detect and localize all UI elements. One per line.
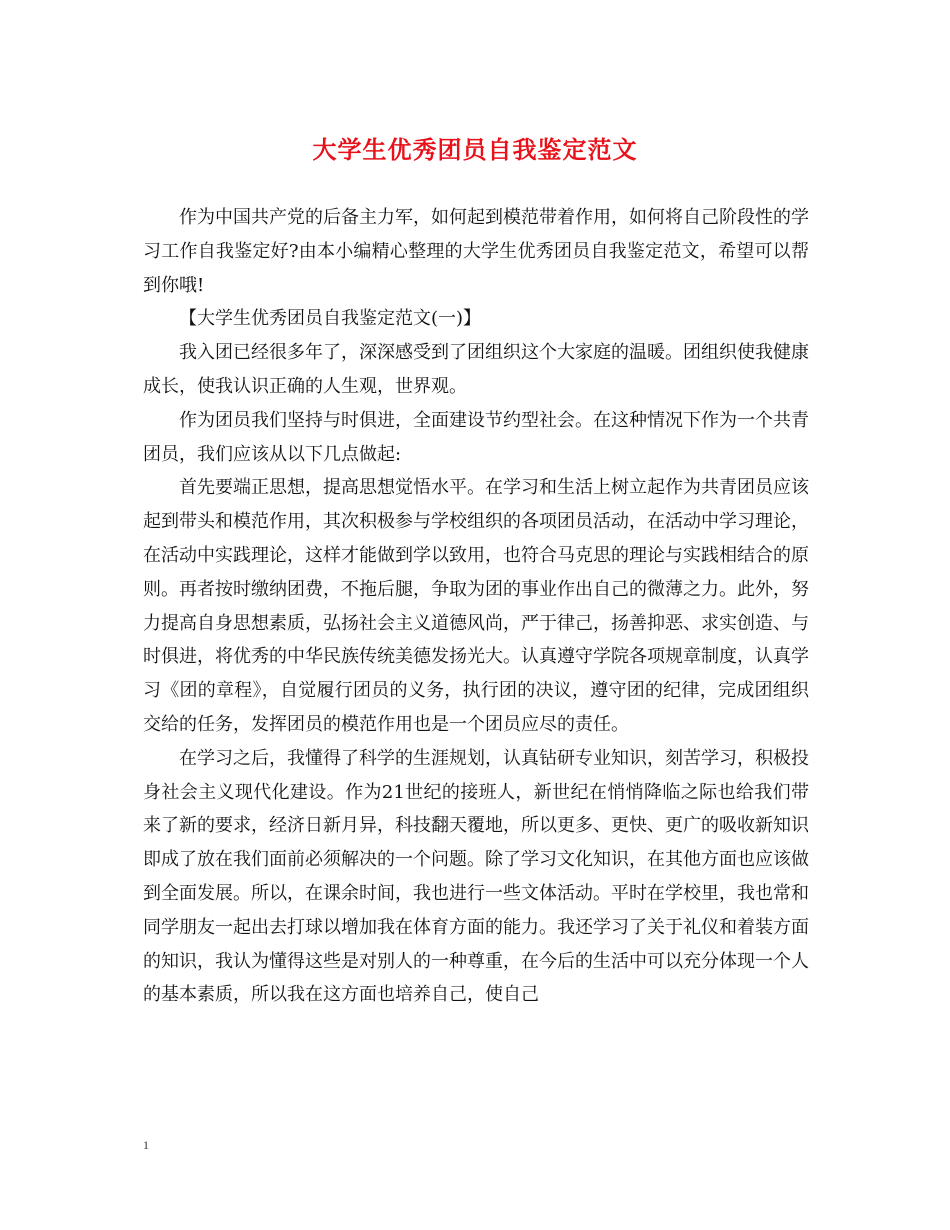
paragraph: 作为团员我们坚持与时俱进，全面建设节约型社会。在这种情况下作为一个共青团员，我们应该从以下几点做起:: [143, 409, 809, 465]
section-heading: 【大学生优秀团员自我鉴定范文(一)】: [179, 308, 482, 330]
document-title: 大学生优秀团员自我鉴定范文: [312, 135, 638, 164]
document-body: [143, 201, 809, 1012]
paragraph: 首先要端正思想，提高思想觉悟水平。在学习和生活上树立起作为共青团员应该起到带头和模范作用，其次积极参与学校组织的各项团员活动，在活动中学习理论，在活动中实践理论，这样才能做到学以致用，也符合马克思的理论与实践相结合的原则。再者按时缴纳团费，不拖后腿，争取为团的事业作出自己的微薄之力。此外，努力提高自身思想素质，弘扬社会主义道德风尚，严于律己，扬善抑恶、求实创造、与时俱进，将优秀的中华民族传统美德发扬光大。认真遵守学院各项规章制度，认真学习《团的章程》，自觉履行团员的义务，执行团的决议，遵守团的纪律，完成团组织交给的任务，发挥团员的模范作用也是一个团员应尽的责任。: [143, 477, 809, 735]
page-number: 1: [143, 1138, 149, 1152]
paragraph-intro: 作为中国共产党的后备主力军，如何起到模范带着作用，如何将自己阶段性的学习工作自我鉴定好?由本小编精心整理的大学生优秀团员自我鉴定范文，希望可以帮到你哦!: [143, 207, 809, 296]
paragraph: 我入团已经很多年了，深深感受到了团组织这个大家庭的温暖。团组织使我健康成长，使我认识正确的人生观，世界观。: [143, 342, 809, 397]
paragraph: 在学习之后，我懂得了科学的生涯规划，认真钻研专业知识，刻苦学习，积极投身社会主义现代化建设。作为21世纪的接班人，新世纪在悄悄降临之际也给我们带来了新的要求，经济日新月异，科技翻天覆地，所以更多、更快、更广的吸收新知识即成了放在我们面前必须解决的一个问题。除了学习文化知识，在其他方面也应该做到全面发展。所以，在课余时间，我也进行一些文体活动。平时在学校里，我也常和同学朋友一起出去打球以增加我在体育方面的能力。我还学习了关于礼仪和着装方面的知识，我认为懂得这些是对别人的一种尊重，在今后的生活中可以充分体现一个人的基本素质，所以我在这方面也培养自己，使自己: [143, 747, 809, 1006]
